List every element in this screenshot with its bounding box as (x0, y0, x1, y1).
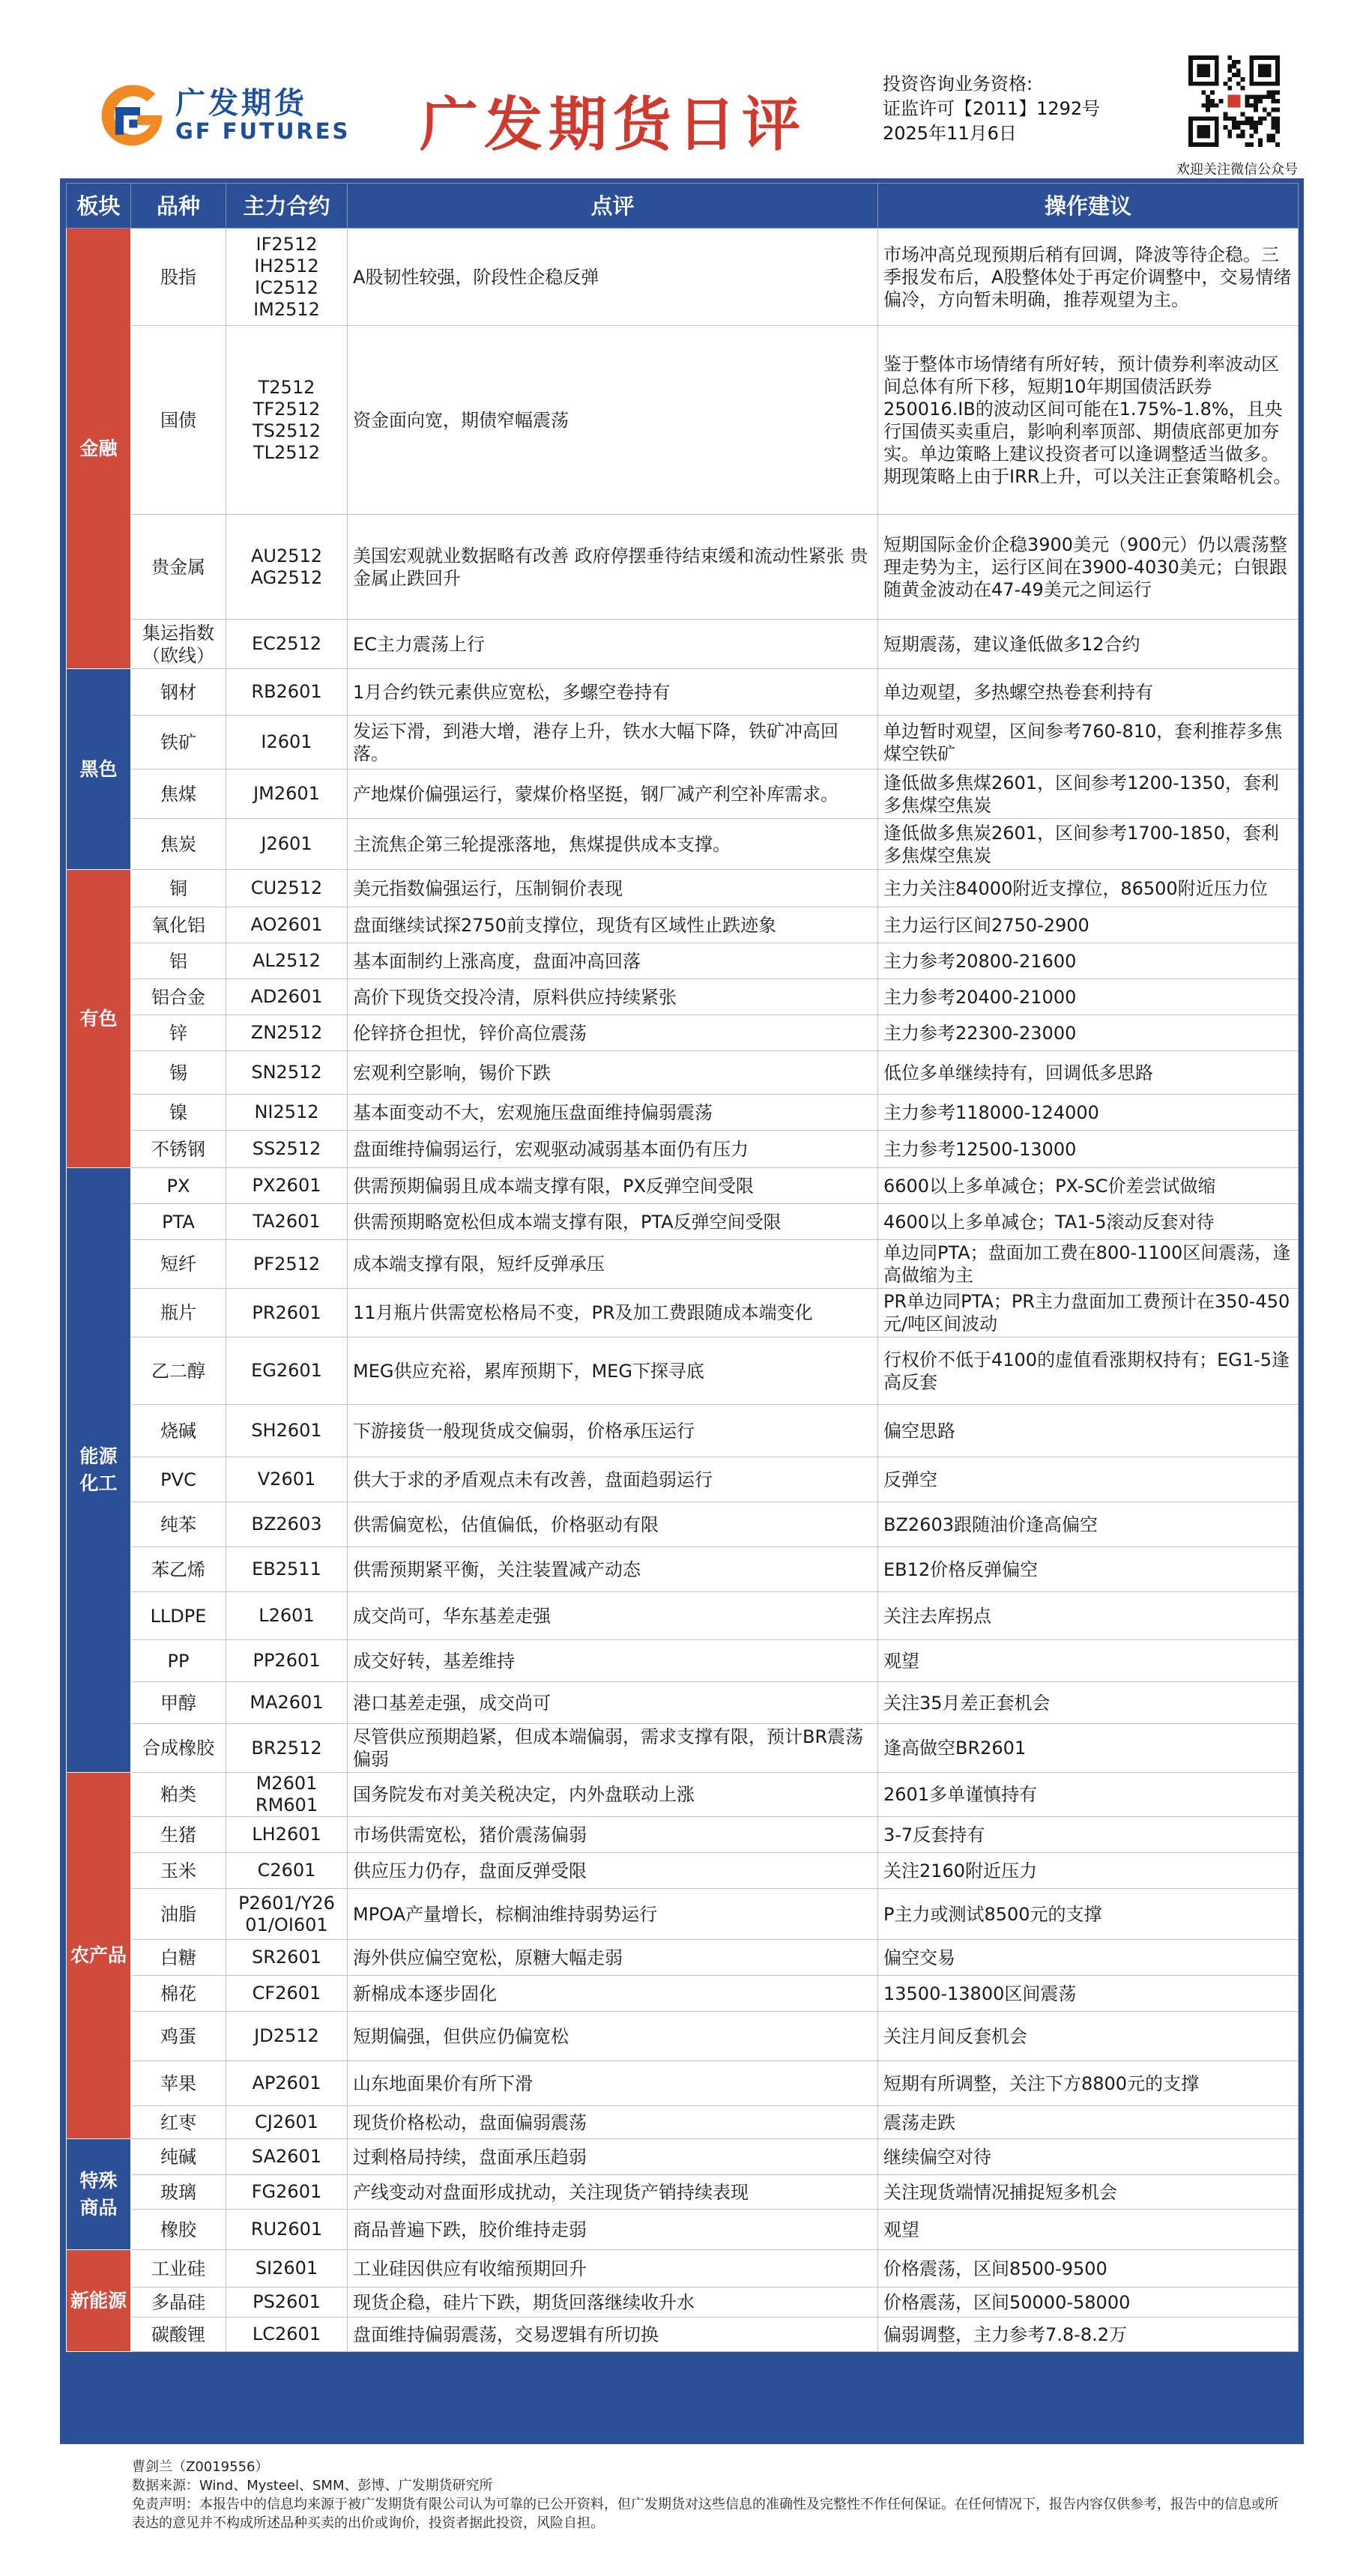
qr-caption: 欢迎关注微信公众号 (1176, 162, 1298, 178)
table-row (67, 2250, 1299, 2288)
contract-cell: SI2601 (226, 2250, 348, 2288)
contract-cell: FG2601 (226, 2175, 348, 2210)
comment-cell: 工业硅因供应有收缩预期回升 (348, 2250, 878, 2288)
table-row (67, 1457, 1299, 1502)
column-header-sector: 板块 (67, 184, 131, 229)
comment-cell: 现货企稳，硅片下跌，期货回落继续收升水 (348, 2288, 878, 2318)
comment-cell: 短期偏强，但供应仍偏宽松 (348, 2012, 878, 2061)
advice-cell: 短期国际金价企稳3900美元（900元）仍以震荡整理走势为主，运行区间在3900-4030美元；白银跟随黄金波动在47-49美元之间运行 (878, 515, 1299, 620)
variety-cell: 不锈钢 (131, 1131, 226, 1168)
table-row (67, 2012, 1299, 2061)
table-row (67, 1817, 1299, 1853)
advice-cell: 偏弱调整，主力参考7.8-8.2万 (878, 2318, 1299, 2352)
variety-cell: 铜 (131, 870, 226, 907)
advice-cell: 13500-13800区间震荡 (878, 1976, 1299, 2012)
advice-cell: 关注现货端情况捕捉短多机会 (878, 2175, 1299, 2210)
contract-cell: AD2601 (226, 979, 348, 1015)
advice-cell: 逢低做多焦炭2601，区间参考1700-1850，套利多焦煤空焦炭 (878, 819, 1299, 870)
column-header-variety: 品种 (131, 184, 226, 229)
variety-cell: 纯碱 (131, 2139, 226, 2175)
comment-cell: 商品普遍下跌，胶价维持走弱 (348, 2210, 878, 2250)
table-row (67, 1853, 1299, 1889)
column-header-contract: 主力合约 (226, 184, 348, 229)
advice-cell: 继续偏空对待 (878, 2139, 1299, 2175)
variety-cell: 甲醇 (131, 1682, 226, 1724)
advice-cell: 震荡走跌 (878, 2106, 1299, 2139)
sector-label: 能源 化工 (67, 1168, 131, 1773)
contract-cell: EB2511 (226, 1547, 348, 1592)
contract-cell: SA2601 (226, 2139, 348, 2175)
comment-cell: EC主力震荡上行 (348, 620, 878, 669)
contract-cell: LC2601 (226, 2318, 348, 2352)
table-row (67, 2288, 1299, 2318)
footer-source: 数据来源：Wind、Mysteel、SMM、彭博、广发期货研究所 (132, 2478, 493, 2494)
sector-label: 农产品 (67, 1773, 131, 2139)
table-row (67, 1976, 1299, 2012)
comment-cell: 伦锌挤仓担忧，锌价高位震荡 (348, 1015, 878, 1051)
advice-cell: 偏空交易 (878, 1940, 1299, 1976)
comment-cell: MEG供应充裕，累库预期下，MEG下探寻底 (348, 1337, 878, 1405)
advice-cell: 市场冲高兑现预期后稍有回调，降波等待企稳。三季报发布后，A股整体处于再定价调整中，交易情绪偏冷，方向暂未明确，推荐观望为主。 (878, 229, 1299, 326)
table-row (67, 2106, 1299, 2139)
contract-cell: J2601 (226, 819, 348, 870)
advice-cell: 偏空思路 (878, 1405, 1299, 1457)
contract-cell: CF2601 (226, 1976, 348, 2012)
comment-cell: 市场供需宽松，猪价震荡偏弱 (348, 1817, 878, 1853)
table-row (67, 1547, 1299, 1592)
variety-cell: PP (131, 1640, 226, 1682)
comment-cell: 海外供应偏空宽松，原糖大幅走弱 (348, 1940, 878, 1976)
variety-cell: 生猪 (131, 1817, 226, 1853)
contract-cell: BR2512 (226, 1724, 348, 1773)
advice-cell: 观望 (878, 1640, 1299, 1682)
comment-cell: 过剩格局持续，盘面承压趋弱 (348, 2139, 878, 2175)
table-row (67, 770, 1299, 819)
wechat-qr-code (1188, 55, 1280, 147)
column-header-advice: 操作建议 (878, 184, 1299, 229)
variety-cell: 苯乙烯 (131, 1547, 226, 1592)
contract-cell: L2601 (226, 1592, 348, 1640)
comment-cell: 供需预期略宽松但成本端支撑有限，PTA反弹空间受限 (348, 1204, 878, 1240)
variety-cell: 白糖 (131, 1940, 226, 1976)
variety-cell: 氧化铝 (131, 907, 226, 943)
comment-cell: 基本面制约上涨高度，盘面冲高回落 (348, 943, 878, 979)
contract-cell: NI2512 (226, 1095, 348, 1131)
contract-cell: MA2601 (226, 1682, 348, 1724)
table-row (67, 1015, 1299, 1051)
comment-cell: 新棉成本逐步固化 (348, 1976, 878, 2012)
advice-cell: 主力参考20400-21000 (878, 979, 1299, 1015)
table-row (67, 229, 1299, 326)
table-row (67, 515, 1299, 620)
comment-cell: 盘面继续试探2750前支撑位，现货有区域性止跌迹象 (348, 907, 878, 943)
variety-cell: 锡 (131, 1051, 226, 1095)
comment-cell: 成交尚可，华东基差走强 (348, 1592, 878, 1640)
advice-cell: 反弹空 (878, 1457, 1299, 1502)
comment-cell: 1月合约铁元素供应宽松，多螺空卷持有 (348, 669, 878, 716)
comment-cell: 下游接货一般现货成交偏弱，价格承压运行 (348, 1405, 878, 1457)
contract-cell: BZ2603 (226, 1502, 348, 1547)
sector-label: 特殊 商品 (67, 2139, 131, 2250)
table-row (67, 1051, 1299, 1095)
commodity-table-frame (60, 178, 1304, 2444)
comment-cell: 主流焦企第三轮提涨落地，焦煤提供成本支撑。 (348, 819, 878, 870)
advice-cell: 单边观望，多热螺空热卷套利持有 (878, 669, 1299, 716)
table-row (67, 716, 1299, 770)
comment-cell: 产地煤价偏强运行，蒙煤价格坚挺，钢厂减产利空补库需求。 (348, 770, 878, 819)
variety-cell: 钢材 (131, 669, 226, 716)
advice-cell: PR单边同PTA；PR主力盘面加工费预计在350-450元/吨区间波动 (878, 1289, 1299, 1337)
advice-cell: 关注月间反套机会 (878, 2012, 1299, 2061)
table-row (67, 943, 1299, 979)
comment-cell: 高价下现货交投冷清，原料供应持续紧张 (348, 979, 878, 1015)
contract-cell: SN2512 (226, 1051, 348, 1095)
variety-cell: PVC (131, 1457, 226, 1502)
table-row (67, 326, 1299, 515)
report-date: 2025年11月6日 (883, 123, 1017, 144)
license-info (883, 72, 1100, 146)
logo-chinese-name: 广发期货 (175, 86, 307, 121)
comment-cell: 发运下滑，到港大增，港存上升，铁水大幅下降，铁矿冲高回落。 (348, 716, 878, 770)
variety-cell: 短纤 (131, 1240, 226, 1289)
variety-cell: PTA (131, 1204, 226, 1240)
comment-cell: 现货价格松动，盘面偏弱震荡 (348, 2106, 878, 2139)
contract-cell: V2601 (226, 1457, 348, 1502)
report-title: 广发期货日评 (420, 91, 807, 159)
variety-cell: 乙二醇 (131, 1337, 226, 1405)
variety-cell: 玻璃 (131, 2175, 226, 2210)
footer-disclaimer: 免责声明：本报告中的信息均来源于被广发期货有限公司认为可靠的已公开资料，但广发期货对这些信息的准确性及完整性不作任何保证。在任何情况下，报告内容仅供参考，报告中的信息或所表达的意见并不构成所述品种买卖的出价或询价，投资者据此投资，风险自担。 (132, 2497, 1278, 2531)
advice-cell: 价格震荡，区间50000-58000 (878, 2288, 1299, 2318)
contract-cell: TA2601 (226, 1204, 348, 1240)
advice-cell: 主力参考22300-23000 (878, 1015, 1299, 1051)
gf-logo-icon (97, 81, 166, 150)
column-header-comment: 点评 (348, 184, 878, 229)
comment-cell: 成交好转，基差维持 (348, 1640, 878, 1682)
variety-cell: 股指 (131, 229, 226, 326)
table-row (67, 907, 1299, 943)
table-row (67, 1168, 1299, 1204)
advice-cell: 主力运行区间2750-2900 (878, 907, 1299, 943)
contract-cell: PS2601 (226, 2288, 348, 2318)
variety-cell: 粕类 (131, 1773, 226, 1817)
advice-cell: 主力参考118000-124000 (878, 1095, 1299, 1131)
table-row (67, 1640, 1299, 1682)
comment-cell: 美国宏观就业数据略有改善 政府停摆垂待结束缓和流动性紧张 贵金属止跌回升 (348, 515, 878, 620)
comment-cell: 盘面维持偏弱运行，宏观驱动减弱基本面仍有压力 (348, 1131, 878, 1168)
contract-cell: PX2601 (226, 1168, 348, 1204)
advice-cell: 主力参考20800-21600 (878, 943, 1299, 979)
sector-label: 金融 (67, 229, 131, 669)
table-row (67, 669, 1299, 716)
contract-cell: C2601 (226, 1853, 348, 1889)
contract-cell: JD2512 (226, 2012, 348, 2061)
variety-cell: 玉米 (131, 1853, 226, 1889)
table-row (67, 1095, 1299, 1131)
comment-cell: 供需预期紧平衡，关注装置减产动态 (348, 1547, 878, 1592)
variety-cell: 锌 (131, 1015, 226, 1051)
variety-cell: 集运指数 （欧线） (131, 620, 226, 669)
variety-cell: 瓶片 (131, 1289, 226, 1337)
contract-cell: PP2601 (226, 1640, 348, 1682)
variety-cell: 工业硅 (131, 2250, 226, 2288)
contract-cell: PR2601 (226, 1289, 348, 1337)
contract-cell: AU2512 AG2512 (226, 515, 348, 620)
comment-cell: 尽管供应预期趋紧，但成本端偏弱，需求支撑有限，预计BR震荡偏弱 (348, 1724, 878, 1773)
contract-cell: IF2512 IH2512 IC2512 IM2512 (226, 229, 348, 326)
table-row (67, 1773, 1299, 1817)
advice-cell: P主力或测试8500元的支撑 (878, 1889, 1299, 1940)
contract-cell: AP2601 (226, 2061, 348, 2106)
contract-cell: RB2601 (226, 669, 348, 716)
table-row (67, 1889, 1299, 1940)
contract-cell: I2601 (226, 716, 348, 770)
contract-cell: PF2512 (226, 1240, 348, 1289)
report-footer (132, 2458, 1286, 2533)
advice-cell: 观望 (878, 2210, 1299, 2250)
sector-label: 有色 (67, 870, 131, 1168)
table-row (67, 2318, 1299, 2352)
advice-cell: EB12价格反弹偏空 (878, 1547, 1299, 1592)
comment-cell: MPOA产量增长，棕榈油维持弱势运行 (348, 1889, 878, 1940)
advice-cell: 短期震荡，建议逢低做多12合约 (878, 620, 1299, 669)
table-row (67, 1405, 1299, 1457)
advice-cell: 单边暂时观望，区间参考760-810，套利推荐多焦煤空铁矿 (878, 716, 1299, 770)
table-row (67, 979, 1299, 1015)
contract-cell: SS2512 (226, 1131, 348, 1168)
table-header-row (67, 184, 1299, 229)
table-row (67, 620, 1299, 669)
sector-label: 黑色 (67, 669, 131, 870)
variety-cell: 铝合金 (131, 979, 226, 1015)
variety-cell: 铁矿 (131, 716, 226, 770)
table-row (67, 1682, 1299, 1724)
comment-cell: 产线变动对盘面形成扰动，关注现货产销持续表现 (348, 2175, 878, 2210)
footer-author: 曹剑兰（Z0019556） (132, 2459, 269, 2475)
company-logo (97, 75, 351, 157)
comment-cell: 美元指数偏强运行，压制铜价表现 (348, 870, 878, 907)
table-row (67, 2175, 1299, 2210)
table-body (67, 229, 1299, 2352)
advice-cell: 行权价不低于4100的虚值看涨期权持有；EG1-5逢高反套 (878, 1337, 1299, 1405)
comment-cell: 供需偏宽松，估值偏低，价格驱动有限 (348, 1502, 878, 1547)
advice-cell: 主力关注84000附近支撑位，86500附近压力位 (878, 870, 1299, 907)
advice-cell: 价格震荡，区间8500-9500 (878, 2250, 1299, 2288)
sector-label: 新能源 (67, 2250, 131, 2352)
advice-cell: 单边同PTA；盘面加工费在800-1100区间震荡，逢高做缩为主 (878, 1240, 1299, 1289)
license-line: 证监许可【2011】1292号 (883, 98, 1101, 119)
contract-cell: EC2512 (226, 620, 348, 669)
contract-cell: RU2601 (226, 2210, 348, 2250)
advice-cell: 主力参考12500-13000 (878, 1131, 1299, 1168)
contract-cell: CJ2601 (226, 2106, 348, 2139)
advice-cell: BZ2603跟随油价逢高偏空 (878, 1502, 1299, 1547)
contract-cell: P2601/Y26 01/OI601 (226, 1889, 348, 1940)
variety-cell: 贵金属 (131, 515, 226, 620)
variety-cell: 多晶硅 (131, 2288, 226, 2318)
table-row (67, 1592, 1299, 1640)
variety-cell: 焦煤 (131, 770, 226, 819)
advice-cell: 关注35月差正套机会 (878, 1682, 1299, 1724)
variety-cell: 合成橡胶 (131, 1724, 226, 1773)
variety-cell: 纯苯 (131, 1502, 226, 1547)
variety-cell: 铝 (131, 943, 226, 979)
contract-cell: EG2601 (226, 1337, 348, 1405)
contract-cell: AL2512 (226, 943, 348, 979)
advice-cell: 逢低做多焦煤2601，区间参考1200-1350，套利多焦煤空焦炭 (878, 770, 1299, 819)
variety-cell: 橡胶 (131, 2210, 226, 2250)
table-row (67, 2210, 1299, 2250)
table-row (67, 1289, 1299, 1337)
advice-cell: 低位多单继续持有，回调低多思路 (878, 1051, 1299, 1095)
variety-cell: 棉花 (131, 1976, 226, 2012)
variety-cell: 烧碱 (131, 1405, 226, 1457)
variety-cell: 国债 (131, 326, 226, 515)
contract-cell: ZN2512 (226, 1015, 348, 1051)
advice-cell: 4600以上多单减仓；TA1-5滚动反套对待 (878, 1204, 1299, 1240)
logo-english-name: GF FUTURES (175, 118, 351, 144)
table-row (67, 1240, 1299, 1289)
table-row (67, 870, 1299, 907)
variety-cell: 红枣 (131, 2106, 226, 2139)
table-row (67, 2139, 1299, 2175)
table-row (67, 1204, 1299, 1240)
advice-cell: 短期有所调整，关注下方8800元的支撑 (878, 2061, 1299, 2106)
report-header (0, 0, 1354, 178)
table-row (67, 1131, 1299, 1168)
comment-cell: 盘面维持偏弱震荡，交易逻辑有所切换 (348, 2318, 878, 2352)
contract-cell: CU2512 (226, 870, 348, 907)
advice-cell: 3-7反套持有 (878, 1817, 1299, 1853)
comment-cell: 成本端支撑有限，短纤反弹承压 (348, 1240, 878, 1289)
comment-cell: 港口基差走强，成交尚可 (348, 1682, 878, 1724)
variety-cell: 碳酸锂 (131, 2318, 226, 2352)
table-row (67, 1502, 1299, 1547)
comment-cell: 基本面变动不大，宏观施压盘面维持偏弱震荡 (348, 1095, 878, 1131)
comment-cell: 供大于求的矛盾观点未有改善，盘面趋弱运行 (348, 1457, 878, 1502)
variety-cell: PX (131, 1168, 226, 1204)
variety-cell: 镍 (131, 1095, 226, 1131)
contract-cell: SR2601 (226, 1940, 348, 1976)
contract-cell: AO2601 (226, 907, 348, 943)
commodity-table (66, 183, 1299, 2352)
comment-cell: 山东地面果价有所下滑 (348, 2061, 878, 2106)
contract-cell: JM2601 (226, 770, 348, 819)
advice-cell: 鉴于整体市场情绪有所好转，预计债券利率波动区间总体有所下移，短期10年期国债活跃券250016.IB的波动区间可能在1.75%-1.8%，且央行国债买卖重启，影响利率顶部、期债底部更加夯实。单边策略上建议投资者可以逢调整适当做多。期现策略上由于IRR上升，可以关注正套策略机会。 (878, 326, 1299, 515)
table-row (67, 1724, 1299, 1773)
variety-cell: 苹果 (131, 2061, 226, 2106)
variety-cell: 焦炭 (131, 819, 226, 870)
license-line: 投资咨询业务资格: (883, 73, 1033, 94)
table-row (67, 1940, 1299, 1976)
contract-cell: SH2601 (226, 1405, 348, 1457)
comment-cell: A股韧性较强，阶段性企稳反弹 (348, 229, 878, 326)
table-row (67, 2061, 1299, 2106)
comment-cell: 资金面向宽，期债窄幅震荡 (348, 326, 878, 515)
comment-cell: 供应压力仍存，盘面反弹受限 (348, 1853, 878, 1889)
contract-cell: M2601 RM601 (226, 1773, 348, 1817)
comment-cell: 11月瓶片供需宽松格局不变，PR及加工费跟随成本端变化 (348, 1289, 878, 1337)
comment-cell: 宏观利空影响，锡价下跌 (348, 1051, 878, 1095)
contract-cell: LH2601 (226, 1817, 348, 1853)
variety-cell: 油脂 (131, 1889, 226, 1940)
comment-cell: 国务院发布对美关税决定，内外盘联动上涨 (348, 1773, 878, 1817)
advice-cell: 逢高做空BR2601 (878, 1724, 1299, 1773)
advice-cell: 关注去库拐点 (878, 1592, 1299, 1640)
variety-cell: 鸡蛋 (131, 2012, 226, 2061)
advice-cell: 6600以上多单减仓；PX-SC价差尝试做缩 (878, 1168, 1299, 1204)
advice-cell: 2601多单谨慎持有 (878, 1773, 1299, 1817)
variety-cell: LLDPE (131, 1592, 226, 1640)
table-row (67, 1337, 1299, 1405)
advice-cell: 关注2160附近压力 (878, 1853, 1299, 1889)
comment-cell: 供需预期偏弱且成本端支撑有限，PX反弹空间受限 (348, 1168, 878, 1204)
contract-cell: T2512 TF2512 TS2512 TL2512 (226, 326, 348, 515)
table-row (67, 819, 1299, 870)
